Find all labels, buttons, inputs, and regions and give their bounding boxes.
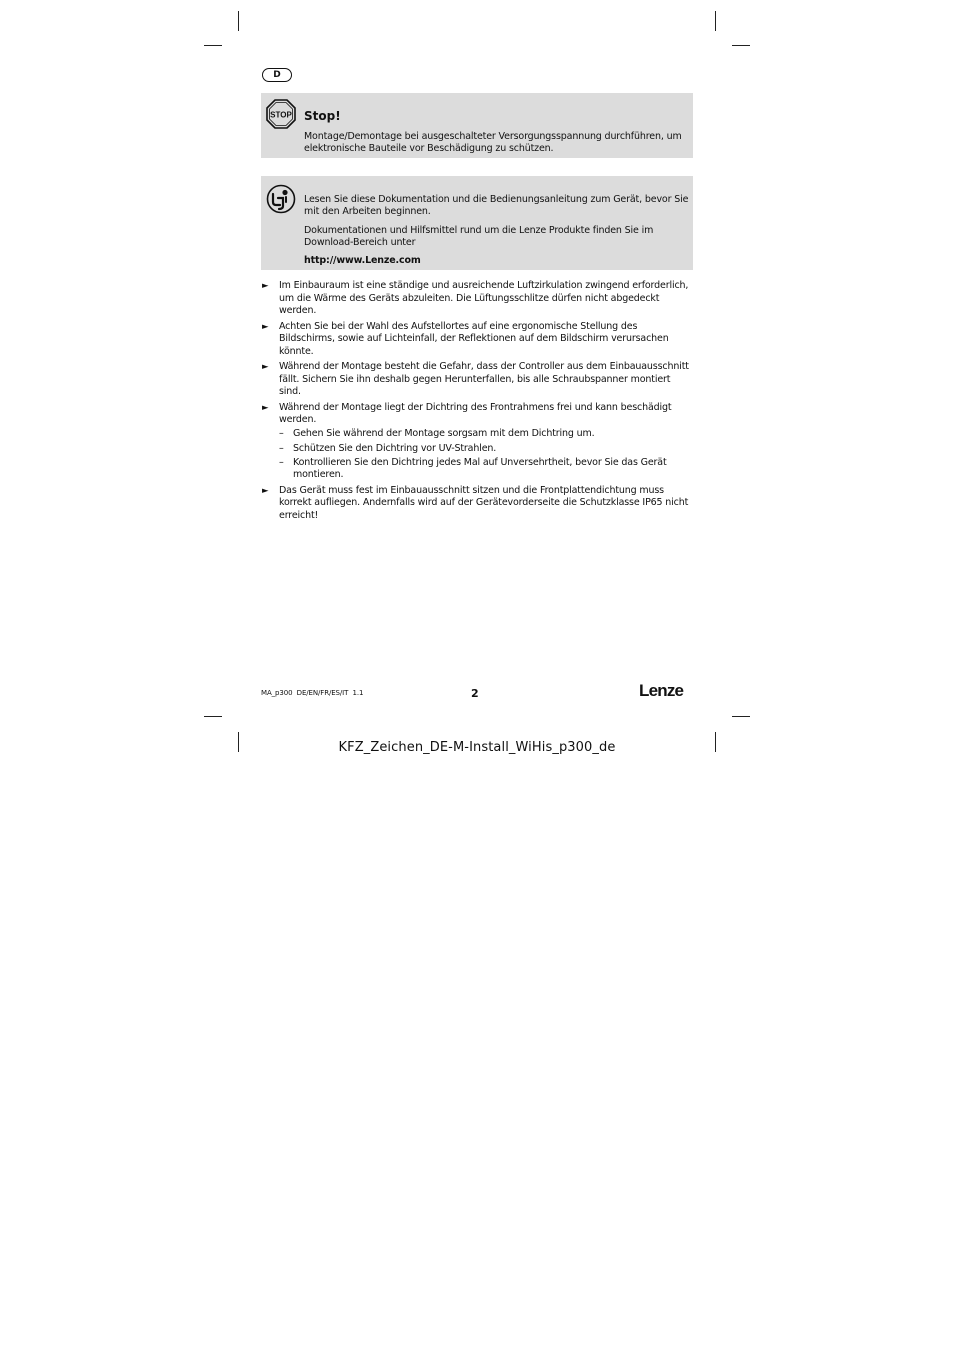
- print-filename: KFZ_Zeichen_DE-M-Install_WiHis_p300_de: [338, 740, 616, 755]
- crop-mark: [204, 716, 222, 717]
- info-url[interactable]: http://www.Lenze.com: [304, 255, 421, 266]
- language-badge: D: [262, 68, 292, 82]
- crop-mark: [715, 11, 716, 31]
- list-item-text: Achten Sie bei der Wahl des Aufstellortes auf eine ergonomische Stellung des Bildschirms, sowie auf Lichteinfall, der Reflektionen auf dem Bildschirm verursachen könnte.: [279, 320, 669, 357]
- crop-mark: [732, 45, 750, 46]
- list-item-text: Während der Montage liegt der Dichtring des Frontrahmens frei und kann beschädigt werden.: [279, 401, 672, 426]
- reading-person-icon: [266, 184, 296, 214]
- lenze-logo: [639, 680, 691, 700]
- dash-icon: –: [279, 428, 284, 440]
- bullet-arrow-icon: ►: [262, 281, 269, 291]
- bullet-arrow-icon: ►: [262, 402, 269, 413]
- info-notice: [261, 176, 693, 270]
- info-paragraph-1: Lesen Sie diese Dokumentation und die Bedienungsanleitung zum Gerät, bevor Sie mit den Arbeiten beginnen.: [304, 194, 689, 217]
- list-item-text: Das Gerät muss fest im Einbauausschnitt sitzen und die Frontplattendichtung muss korrekt aufliegen. Andernfalls wird auf der Gerätevorderseite die Schutzklasse IP65 nicht erreicht!: [279, 484, 689, 521]
- dash-icon: –: [279, 442, 284, 454]
- bullet-arrow-icon: ►: [262, 485, 269, 496]
- sub-list-item: [279, 428, 693, 441]
- sub-list-item: [279, 457, 693, 482]
- list-item: [261, 485, 693, 523]
- page-number: 2: [471, 687, 479, 700]
- list-item: [261, 321, 693, 359]
- info-paragraph-2: Dokumentationen und Hilfsmittel rund um die Lenze Produkte finden Sie im Download-Bereich unter: [304, 225, 654, 248]
- list-item-text: Während der Montage besteht die Gefahr, dass der Controller aus dem Einbauausschnitt fällt. Sichern Sie ihn deshalb gegen Herunterfallen, bis alle Schraubspanner montiert sind.: [279, 361, 689, 398]
- instruction-list: [261, 280, 693, 525]
- list-item: [261, 280, 693, 318]
- dash-icon: –: [279, 456, 284, 468]
- list-item: [261, 361, 693, 399]
- crop-mark: [204, 45, 222, 46]
- stop-text: Montage/Demontage bei ausgeschalteter Versorgungsspannung durchführen, um elektronische Bauteile vor Beschädigung zu schützen.: [304, 131, 682, 154]
- sub-list-item-text: Gehen Sie während der Montage sorgsam mit dem Dichtring um.: [293, 428, 595, 440]
- crop-mark: [732, 716, 750, 717]
- bullet-arrow-icon: ►: [262, 321, 269, 332]
- stop-title: Stop!: [304, 109, 341, 123]
- logo-text: Lenze: [639, 681, 684, 700]
- bullet-arrow-icon: ►: [262, 362, 269, 373]
- sub-list-item: [279, 443, 693, 456]
- doc-code: MA_p300 DE/EN/FR/ES/IT 1.1: [261, 689, 364, 697]
- sub-list-item-text: Kontrollieren Sie den Dichtring jedes Mal auf Unversehrtheit, bevor Sie das Gerät montieren.: [293, 456, 667, 481]
- crop-mark: [238, 11, 239, 31]
- stop-icon-label: STOP: [270, 110, 292, 120]
- list-item: [261, 402, 693, 482]
- sub-list-item-text: Schützen Sie den Dichtring vor UV-Strahlen.: [293, 442, 497, 454]
- stop-sign-icon: [266, 99, 296, 129]
- stop-notice: [261, 93, 693, 158]
- list-item-text: Im Einbauraum ist eine ständige und ausreichende Luftzirkulation zwingend erforderlich, um die Wärme des Geräts abzuleiten. Die Lüftungsschlitze dürfen nicht abgedeckt werden.: [279, 280, 689, 317]
- sub-list: [279, 428, 693, 481]
